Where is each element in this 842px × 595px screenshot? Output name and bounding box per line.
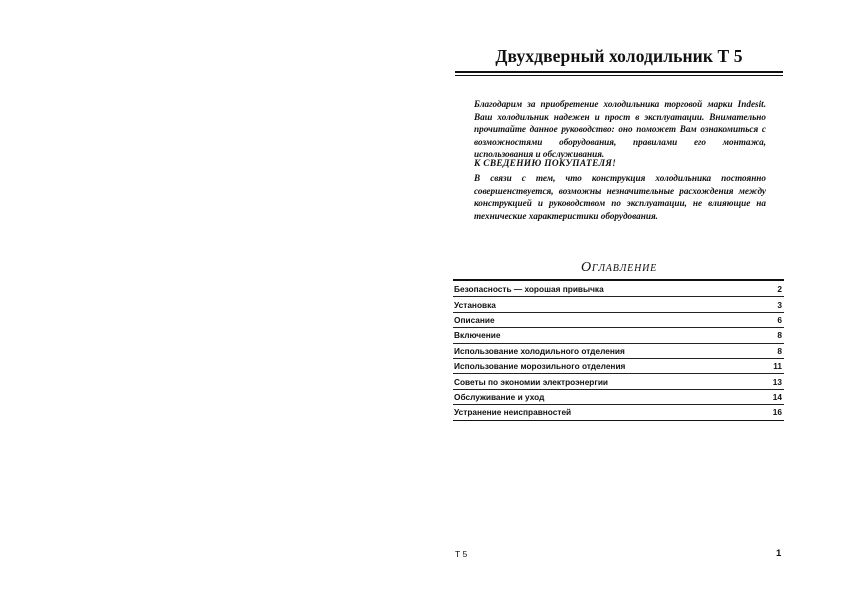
toc-item-label: Безопасность — хорошая привычка: [454, 284, 604, 295]
toc-item-page: 2: [777, 284, 782, 295]
title-rule-thick: [455, 71, 783, 73]
toc-item-page: 3: [777, 299, 782, 310]
toc-row[interactable]: [453, 313, 784, 328]
footer-page-number: 1: [776, 548, 782, 559]
toc-row[interactable]: [453, 359, 784, 374]
toc-row[interactable]: [453, 390, 784, 405]
table-of-contents: [453, 282, 784, 421]
toc-item-label: Описание: [454, 314, 495, 325]
toc-item-page: 6: [777, 314, 782, 325]
toc-row[interactable]: [453, 297, 784, 312]
toc-item-page: 16: [772, 407, 782, 418]
toc-row[interactable]: [453, 328, 784, 343]
title-rule-thin: [455, 75, 783, 76]
notice-heading: К СВЕДЕНИЮ ПОКУПАТЕЛЯ!: [474, 159, 617, 169]
toc-item-page: 13: [772, 376, 782, 387]
toc-rule: [453, 279, 784, 281]
footer-model: Т 5: [455, 549, 468, 559]
page-title: Двухдверный холодильник Т 5: [495, 46, 743, 66]
toc-item-label: Установка: [454, 299, 496, 310]
toc-item-label: Использование морозильного отделения: [454, 361, 626, 372]
toc-item-page: 11: [773, 361, 782, 372]
intro-section: [474, 98, 766, 161]
toc-item-page: 14: [772, 391, 782, 402]
toc-item-label: Советы по экономии электроэнергии: [454, 376, 609, 387]
toc-title: Оглавление: [580, 260, 658, 275]
toc-row[interactable]: [453, 374, 784, 389]
toc-item-label: Использование холодильного отделения: [454, 345, 625, 356]
notice-body: В связи с тем, что конструкция холодильника постоянно совершенствуется, возможны незначительные расхождения между конструкцией и руководством по эксплуатации, не влияющие на технические характеристики оборудования.: [474, 173, 766, 221]
toc-row[interactable]: [453, 282, 784, 297]
toc-row[interactable]: [453, 344, 784, 359]
toc-item-page: 8: [777, 345, 782, 356]
toc-item-page: 8: [777, 330, 782, 341]
toc-item-label: Включение: [454, 330, 501, 341]
intro-paragraph: Благодарим за приобретение холодильника торговой марки Indesit. Ваш холодильник надежен и прост в эксплуатации. Внимательно прочитайте данное руководство: оно поможет Вам ознакомиться с возможностями оборудования, правилами его монтажа, использования и обслуживания.: [474, 99, 766, 160]
toc-item-label: Устранение неисправностей: [454, 407, 572, 418]
toc-row[interactable]: [453, 405, 784, 420]
toc-item-label: Обслуживание и уход: [454, 391, 545, 402]
